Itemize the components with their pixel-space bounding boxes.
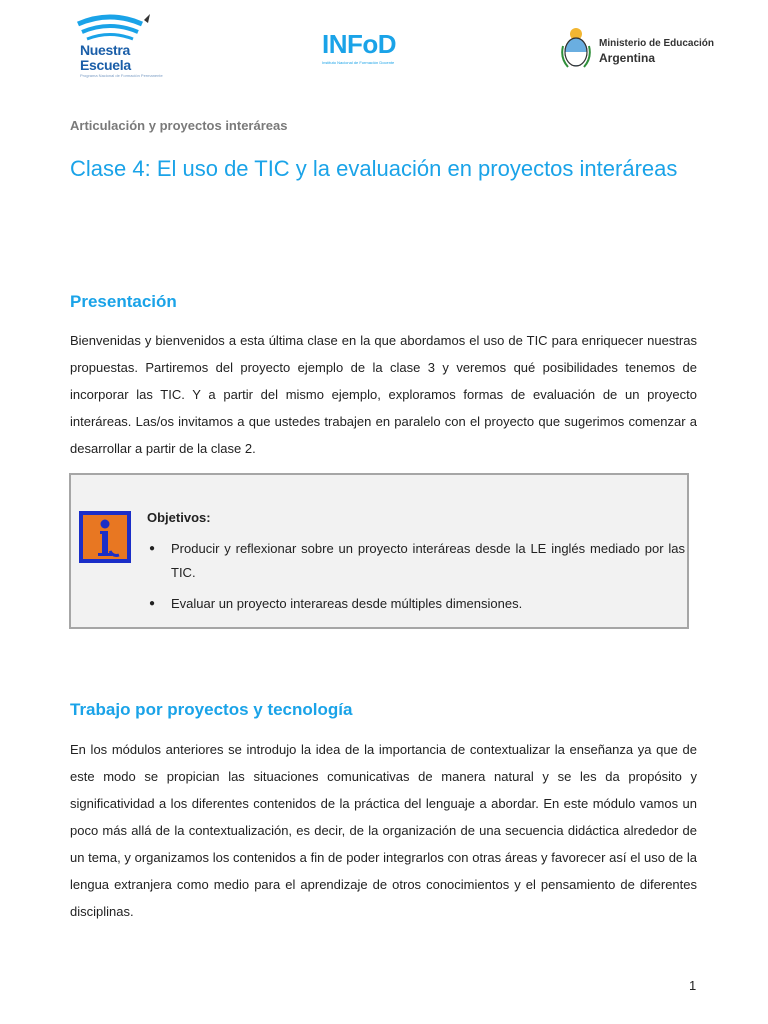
ministerio-line2: Argentina <box>599 51 656 65</box>
page-number: 1 <box>689 978 697 993</box>
nuestra-escuela-line1: Nuestra <box>80 42 131 58</box>
bullet: ● <box>149 598 156 609</box>
objectives-list <box>147 537 685 616</box>
objective-text: Producir y reflexionar sobre un proyecto interáreas desde la LE inglés mediado por las TIC. <box>171 541 685 580</box>
nuestra-escuela-logo <box>68 10 163 86</box>
nuestra-escuela-line2: Escuela <box>80 57 131 73</box>
objective-item <box>147 592 685 616</box>
section-heading-presentacion: Presentación <box>70 292 177 311</box>
bullet: ● <box>149 543 156 554</box>
ministerio-line1: Ministerio de Educación <box>599 38 715 49</box>
section-paragraph-presentacion: Bienvenidas y bienvenidos a esta última clase en la que abordamos el uso de TIC para enriquecer nuestras propuestas. Partiremos del proyecto ejemplo de la clase 3 y veremos qué posibilidades tenemos de incorporar las TIC. Y a partir del mismo ejemplo, exploramos formas de evaluación de un proyecto interáreas. Las/os invitamos a que ustedes trabajen en paralelo con el proyecto que sugerimos comenzar a desarrollar a partir de la clase 2. <box>70 333 697 456</box>
nuestra-escuela-arcs-icon <box>72 10 152 44</box>
infod-subtitle: Instituto Nacional de Formación Docente <box>322 60 395 65</box>
nuestra-escuela-text <box>80 43 131 73</box>
info-icon <box>79 511 131 563</box>
objectives-title: Objetivos: <box>147 510 211 525</box>
argentina-coat-of-arms-icon <box>560 26 592 70</box>
document-title: Clase 4: El uso de TIC y la evaluación en proyectos interáreas <box>70 156 678 181</box>
objective-item <box>147 537 685 585</box>
section-paragraph-trabajo-proyectos: En los módulos anteriores se introdujo la idea de la importancia de contextualizar la enseñanza ya que de este modo se propician las situaciones comunicativas de manera natural y se les da propósito y significatividad a los diferentes contenidos de la práctica del lenguaje a abordar. En este módulo vamos un poco más allá de la contextualización, es decir, de la organización de una secuencia didáctica alrededor de un tema, y organizamos los contenidos a fin de poder integrarlos con otras áreas y favorecer así el uso de la lengua extranjera como medio para el aprendizaje de otros conocimientos y el pensamiento de diferentes disciplinas. <box>70 742 697 919</box>
infod-logo <box>322 30 396 65</box>
running-title: Articulación y proyectos interáreas <box>70 118 288 133</box>
objectives-box <box>69 473 689 629</box>
nuestra-escuela-subtitle: Programa Nacional de Formación Permanente <box>80 73 163 78</box>
infod-title: INFoD <box>322 29 397 59</box>
section-heading-trabajo-proyectos: Trabajo por proyectos y tecnología <box>70 700 353 719</box>
objective-text: Evaluar un proyecto interareas desde múltiples dimensiones. <box>171 596 523 611</box>
ministerio-logo <box>560 26 720 72</box>
